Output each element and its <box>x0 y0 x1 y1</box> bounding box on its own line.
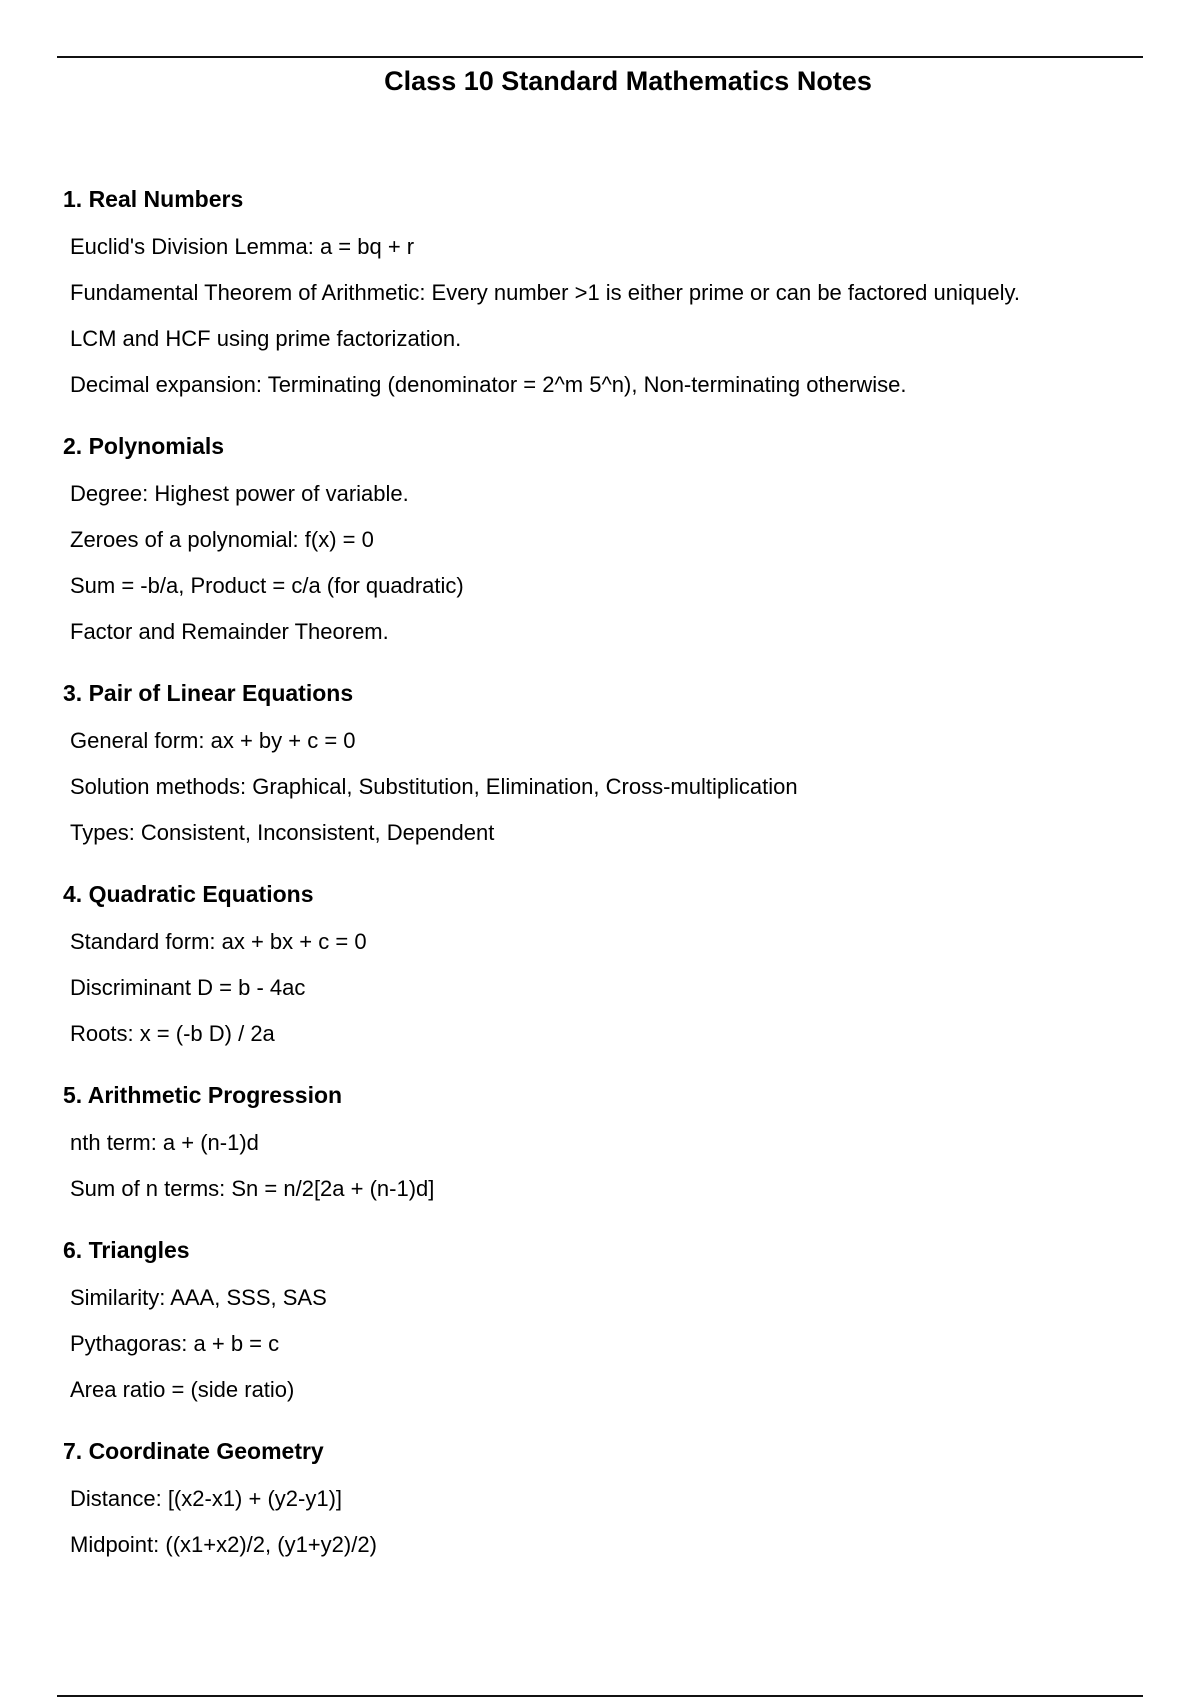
bottom-rule <box>57 1695 1143 1697</box>
note-item: Distance: [(x2-x1) + (y2-y1)] <box>70 1486 343 1511</box>
section-item-list <box>63 224 1143 408</box>
note-item: General form: ax + by + c = 0 <box>70 728 356 753</box>
note-item: Roots: x = (-b D) / 2a <box>70 1021 275 1046</box>
section-arithmetic-progression <box>63 1078 1143 1212</box>
section-heading: 2. Polynomials <box>63 433 225 459</box>
section-item-list <box>63 471 1143 655</box>
note-item: Sum = -b/a, Product = c/a (for quadratic) <box>70 573 464 598</box>
note-item: Factor and Remainder Theorem. <box>70 619 389 644</box>
section-polynomials <box>63 429 1143 655</box>
document-title: Class 10 Standard Mathematics Notes <box>384 66 872 96</box>
section-item-list <box>63 1476 1143 1568</box>
note-item: Decimal expansion: Terminating (denominator = 2^m 5^n), Non-terminating otherwise. <box>70 372 907 397</box>
note-item: Degree: Highest power of variable. <box>70 481 409 506</box>
section-heading: 1. Real Numbers <box>63 186 244 212</box>
note-item: Midpoint: ((x1+x2)/2, (y1+y2)/2) <box>70 1532 377 1557</box>
note-item: Solution methods: Graphical, Substitution, Elimination, Cross-multiplication <box>70 774 798 799</box>
section-heading: 6. Triangles <box>63 1237 190 1263</box>
note-item: Discriminant D = b - 4ac <box>70 975 306 1000</box>
section-heading: 3. Pair of Linear Equations <box>63 680 354 706</box>
section-heading: 5. Arithmetic Progression <box>63 1082 343 1108</box>
top-rule <box>57 56 1143 58</box>
note-item: Fundamental Theorem of Arithmetic: Every number >1 is either prime or can be factored uniquely. <box>70 280 1020 305</box>
section-coordinate-geometry <box>63 1434 1143 1568</box>
section-real-numbers <box>63 182 1143 408</box>
note-item: Types: Consistent, Inconsistent, Dependent <box>70 820 495 845</box>
note-item: nth term: a + (n-1)d <box>70 1130 259 1155</box>
note-item: Standard form: ax + bx + c = 0 <box>70 929 367 954</box>
note-item: Pythagoras: a + b = c <box>70 1331 280 1356</box>
note-item: Zeroes of a polynomial: f(x) = 0 <box>70 527 374 552</box>
note-item: Similarity: AAA, SSS, SAS <box>70 1285 327 1310</box>
note-item: Sum of n terms: Sn = n/2[2a + (n-1)d] <box>70 1176 435 1201</box>
section-item-list <box>63 919 1143 1057</box>
note-item: Area ratio = (side ratio) <box>70 1377 295 1402</box>
section-heading: 4. Quadratic Equations <box>63 881 314 907</box>
section-item-list <box>63 1275 1143 1413</box>
section-quadratic-equations <box>63 877 1143 1057</box>
section-item-list <box>63 1120 1143 1212</box>
notes-body <box>63 182 1143 1568</box>
section-heading: 7. Coordinate Geometry <box>63 1438 324 1464</box>
section-triangles <box>63 1233 1143 1413</box>
note-item: LCM and HCF using prime factorization. <box>70 326 462 351</box>
note-item: Euclid's Division Lemma: a = bq + r <box>70 234 415 259</box>
section-item-list <box>63 718 1143 856</box>
section-linear-equations <box>63 676 1143 856</box>
